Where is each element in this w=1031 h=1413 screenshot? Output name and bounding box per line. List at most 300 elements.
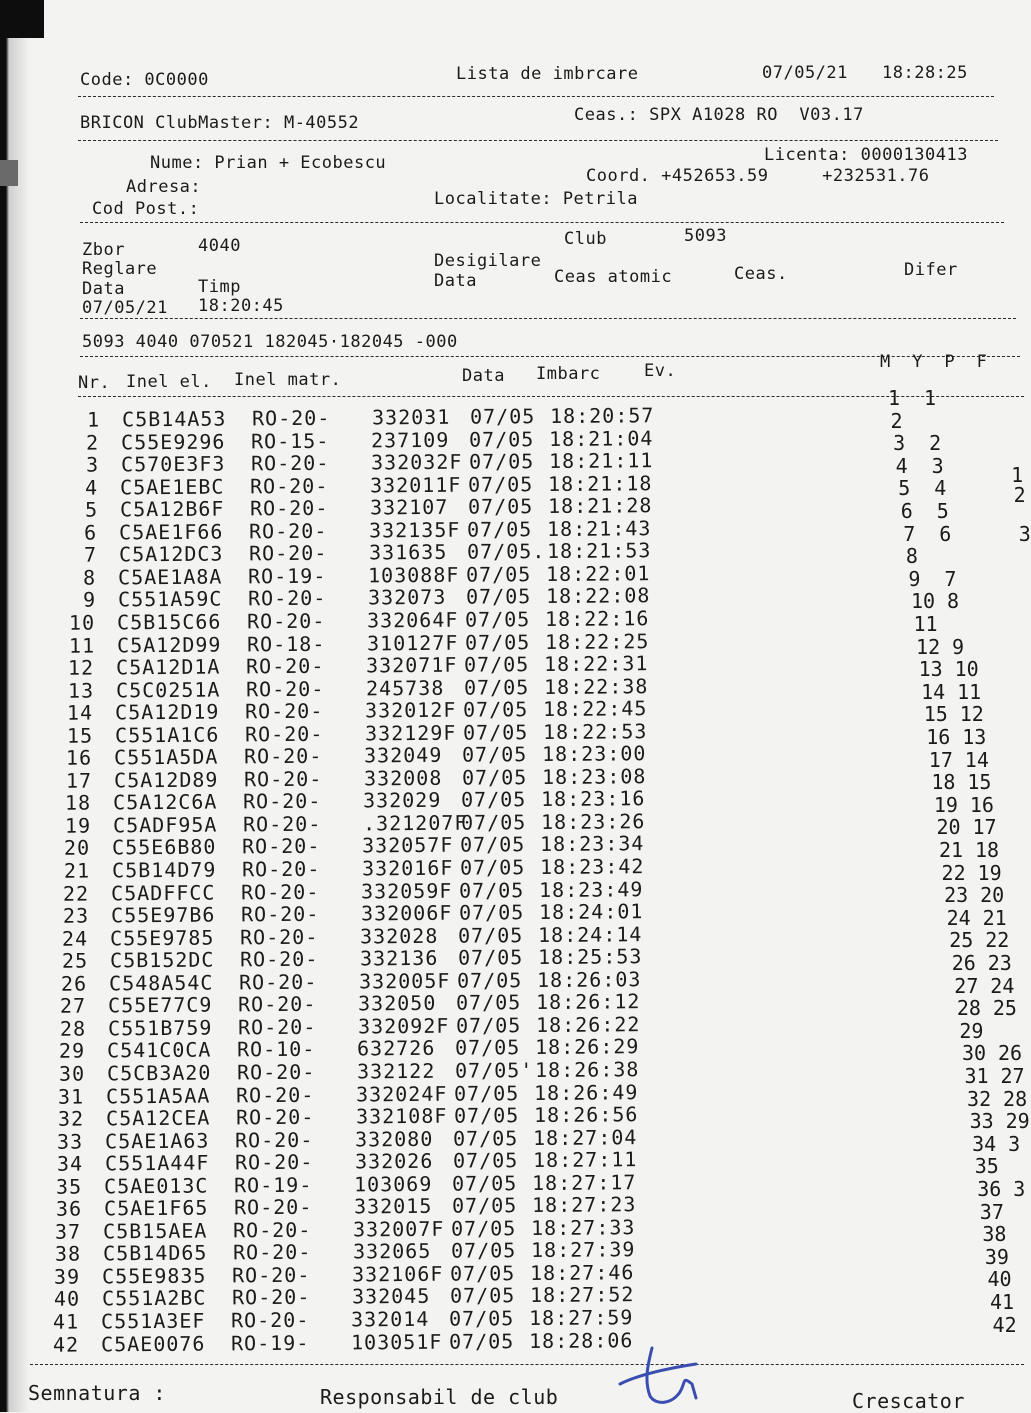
ring-electronic: C5AE1F66	[119, 519, 224, 545]
ring-number: 332050	[358, 991, 437, 1016]
setting-date: 07/05/21	[82, 298, 168, 318]
ring-series: RO-20-	[242, 834, 321, 859]
atomic-clock-label: Ceas atomic	[554, 267, 673, 287]
ring-electronic: C5A12D1A	[116, 654, 221, 680]
rank-y: 17	[972, 815, 997, 840]
ring-electronic: C551A1C6	[114, 722, 220, 748]
arrival-time: 18:27:59	[529, 1305, 634, 1331]
rank-m: 37	[979, 1199, 1004, 1224]
rank-m: 18	[931, 770, 956, 795]
ring-number: 332007F	[353, 1216, 445, 1242]
row-number: 23	[62, 903, 89, 928]
divider	[78, 396, 1024, 397]
row-number: 24	[61, 926, 89, 951]
ring-number: 332011F	[370, 472, 462, 498]
arrival-time: 18:23:34	[540, 831, 645, 857]
rank-y: 9	[952, 634, 965, 659]
ring-series: RO-20-	[236, 1082, 315, 1107]
ring-electronic: C5B15C66	[117, 609, 222, 635]
rank-m: 8	[905, 544, 918, 569]
ring-number: 332136	[359, 945, 438, 971]
time-label: Timp	[198, 277, 241, 297]
arrival-date: 07/05	[451, 1193, 518, 1218]
arrival-time: 18:21:11	[548, 448, 654, 474]
ring-electronic: C5A12C6A	[113, 789, 218, 815]
row-number: 20	[64, 835, 91, 861]
arrival-date: 07/05	[455, 1012, 522, 1038]
row-number: 35	[56, 1174, 83, 1199]
row-number: 27	[60, 993, 87, 1019]
arrival-time: 18:20:57	[549, 403, 655, 429]
ring-electronic: C551A44F	[104, 1150, 210, 1176]
row-number: 3	[85, 452, 100, 477]
rank-m: 30	[961, 1041, 987, 1066]
ring-series: RO-20-	[239, 946, 318, 972]
arrival-date: 07/05	[469, 404, 536, 429]
row-number: 5	[84, 497, 99, 522]
club-responsible-label: Responsabil de club	[320, 1385, 559, 1409]
ring-electronic: C5AE1A63	[105, 1128, 210, 1153]
row-number: 17	[65, 768, 92, 793]
arrival-time: 18:23:49	[539, 876, 644, 902]
arrival-date: 07/05	[468, 449, 535, 474]
ring-electronic: C5A12D89	[113, 767, 219, 793]
arrival-time: 18:23:08	[541, 764, 647, 789]
row-number: 18	[65, 790, 92, 816]
ring-electronic: C5B14A53	[122, 406, 227, 432]
arrival-date: 07/05	[459, 855, 525, 880]
row-number: 33	[57, 1129, 84, 1154]
row-number: 26	[60, 971, 88, 996]
rank-m: 19	[933, 792, 958, 817]
header-ring-matr: Inel matr.	[234, 370, 342, 390]
ring-number: 332028	[360, 923, 439, 949]
arrival-date: 07/05	[460, 810, 527, 835]
ring-series: RO-20-	[240, 901, 319, 927]
arrival-time: 18:27:52	[529, 1282, 635, 1308]
ring-series: RO-19-	[234, 1172, 313, 1198]
ring-electronic: C5B152DC	[109, 947, 215, 973]
rank-m: 25	[949, 928, 974, 953]
arrival-date: 07/05	[452, 1170, 518, 1196]
date-label-2: Data	[434, 271, 477, 291]
ring-electronic: C55E9785	[110, 925, 215, 951]
ring-electronic: C5B15AEA	[103, 1218, 208, 1244]
ring-number: 332092F	[357, 1013, 450, 1039]
owner-name: Nume: Prian + Ecobescu	[150, 153, 387, 173]
arrival-date: 07/05	[449, 1283, 516, 1309]
ring-series: RO-15-	[251, 428, 330, 453]
rank-f: 2	[1013, 482, 1026, 507]
rank-m: 28	[956, 996, 981, 1021]
rank-y: 13	[962, 725, 987, 749]
ring-number: 332073	[367, 585, 447, 610]
arrival-time: 18:24:01	[538, 899, 644, 925]
arrival-date: 07/05'	[454, 1057, 534, 1083]
ring-electronic: C551A3EF	[101, 1308, 206, 1334]
ring-electronic: C55E77C9	[108, 992, 213, 1018]
divider	[80, 356, 1020, 357]
arrival-time: 18:23:00	[542, 741, 647, 767]
arrival-time: 18:28:06	[528, 1327, 634, 1353]
row-number: 38	[54, 1241, 81, 1267]
ring-series: RO-20-	[246, 653, 325, 679]
header-ev: Ev.	[644, 361, 677, 381]
ring-number: 332107	[369, 494, 449, 520]
arrival-date: 07/05	[451, 1215, 517, 1241]
rank-y: 10	[954, 657, 979, 682]
arrival-time: 18:27:11	[532, 1147, 638, 1173]
rank-m: 33	[969, 1109, 994, 1134]
device-label: BRICON ClubMaster: M-40552	[80, 113, 360, 133]
rank-m: 11	[913, 612, 938, 636]
rank-y: 29	[1005, 1109, 1030, 1134]
ring-electronic: C55E9296	[121, 429, 226, 454]
scanner-corner-mark	[0, 0, 44, 38]
rank-y: 16	[969, 792, 994, 817]
ring-electronic: C5AE0076	[100, 1331, 206, 1356]
row-number: 39	[54, 1264, 81, 1289]
scanner-edge-mark	[0, 160, 18, 186]
row-number: 12	[68, 655, 95, 680]
rank-m: 36	[977, 1177, 1002, 1201]
arrival-time: 18:22:25	[544, 628, 650, 654]
ring-series: RO-20-	[231, 1285, 311, 1310]
ring-series: RO-20-	[249, 495, 329, 521]
header-imbarc: Imbarc	[536, 364, 601, 384]
row-number: 8	[83, 565, 97, 590]
arrival-time: 18:22:38	[543, 673, 649, 699]
rank-y: 19	[977, 860, 1002, 885]
arrival-time: 18:21:18	[548, 470, 653, 496]
ring-series: RO-20-	[232, 1262, 311, 1288]
rank-m: 14	[921, 679, 946, 704]
ring-series: RO-18-	[246, 631, 326, 656]
rank-y: 18	[975, 838, 1000, 862]
ring-number: 245738	[365, 675, 445, 701]
setting-label: Reglare	[82, 259, 158, 279]
address-label: Adresa:	[126, 177, 202, 197]
rank-f: 3	[1018, 522, 1031, 546]
rank-y: 5	[936, 499, 949, 523]
code-label: Code: 0C0000	[80, 70, 209, 90]
header-date: Data	[462, 366, 505, 386]
arrival-time: 18:27:23	[531, 1192, 637, 1218]
rank-m: 3	[893, 431, 906, 456]
ring-number: 332065	[352, 1239, 432, 1264]
breeder-label: Crescator	[852, 1389, 965, 1413]
ring-series: RO-20-	[250, 450, 330, 476]
ring-series: RO-20-	[244, 721, 324, 747]
ring-number: 332005F	[358, 968, 451, 994]
ring-number: 332014	[351, 1306, 430, 1332]
arrival-date: 07/05	[464, 629, 531, 655]
ring-series: RO-20-	[248, 541, 328, 566]
rank-m: 20	[936, 815, 961, 840]
ring-number: 332071F	[366, 652, 458, 678]
ring-number: 632726	[357, 1036, 436, 1061]
arrival-time: 18:26:56	[533, 1102, 639, 1128]
arrival-time: 18:26:29	[535, 1034, 640, 1060]
rank-y: 1	[924, 386, 937, 410]
header-ring-el: Inel el.	[126, 372, 212, 392]
ring-series: RO-20-	[241, 879, 320, 904]
row-number: 31	[58, 1084, 85, 1109]
ring-number: 332006F	[360, 900, 453, 926]
ring-number: 332057F	[362, 833, 454, 858]
ring-electronic: C551A5DA	[114, 744, 219, 770]
ring-number: 332064F	[367, 607, 459, 633]
ring-number: 332135F	[369, 517, 461, 543]
ring-series: RO-20-	[245, 676, 325, 701]
ring-number: 332045	[351, 1284, 431, 1309]
rank-y: 3	[931, 453, 944, 478]
divider	[78, 140, 998, 141]
ring-series: RO-20-	[232, 1240, 312, 1265]
rank-m: 38	[982, 1222, 1007, 1247]
arrival-time: 18:26:38	[534, 1057, 640, 1082]
row-number: 28	[59, 1016, 87, 1041]
divider	[80, 222, 1004, 223]
rank-m: 40	[987, 1267, 1012, 1292]
ring-series: RO-20-	[233, 1195, 313, 1220]
row-number: 37	[55, 1219, 82, 1244]
print-date: 07/05/21	[762, 63, 848, 83]
arrival-date: 07/05	[463, 674, 530, 700]
ring-electronic: C5AE1A8A	[118, 564, 223, 590]
ring-series: RO-20-	[249, 518, 328, 544]
flight-number: 4040	[198, 236, 241, 256]
ring-electronic: C541C0CA	[107, 1037, 212, 1063]
row-number: 6	[84, 520, 98, 545]
header-mypf: M Y P F	[880, 352, 988, 372]
rank-m: 34	[972, 1131, 997, 1156]
rank-y: 25	[992, 996, 1017, 1021]
arrival-date: 07/05	[467, 516, 533, 542]
divider	[80, 318, 1016, 319]
club-label: Club	[564, 229, 607, 249]
license-number: Licenta: 0000130413	[764, 145, 968, 165]
ring-number: 332024F	[356, 1081, 448, 1106]
print-time: 18:28:25	[882, 63, 968, 83]
row-number: 21	[63, 858, 90, 883]
rank-y: 14	[964, 747, 989, 772]
ring-series: RO-20-	[244, 744, 323, 769]
row-number: 16	[66, 745, 93, 771]
row-number: 11	[68, 633, 95, 658]
rank-m: 41	[990, 1290, 1015, 1314]
rank-y: 4	[934, 476, 947, 501]
rank-y: 11	[957, 679, 982, 704]
arrival-time: 18:23:26	[540, 809, 646, 834]
ring-electronic: C551A5AA	[106, 1083, 211, 1108]
arrival-time: 18:27:39	[530, 1237, 636, 1263]
rank-m: 39	[984, 1244, 1009, 1269]
ring-series: RO-20-	[237, 1014, 317, 1040]
arrival-time: 18:23:16	[541, 786, 646, 812]
rank-m: 42	[992, 1312, 1017, 1337]
row-number: 22	[62, 881, 90, 906]
unsealing-label: Desigilare	[434, 251, 542, 271]
rank-m: 23	[944, 883, 969, 908]
ring-series: RO-20-	[238, 969, 318, 995]
table-row	[66, 403, 786, 432]
arrival-date: 07/05	[449, 1306, 515, 1331]
clock-label: Ceas.: SPX A1028 RO V03.17	[574, 105, 864, 125]
ring-number: 332049	[364, 743, 443, 768]
ring-number: 332016F	[361, 855, 454, 881]
arrival-date: 07/05	[458, 922, 524, 948]
ring-number: 332122	[356, 1058, 436, 1084]
rank-y: 2	[929, 431, 942, 456]
rank-m: 4	[895, 453, 908, 478]
rank-y: 22	[985, 928, 1010, 953]
ring-number: 103088F	[368, 562, 460, 588]
difference-label: Difer	[904, 260, 958, 280]
ring-electronic: C55E9835	[102, 1263, 207, 1289]
ring-electronic: C5A12B6F	[119, 496, 225, 522]
arrival-time: 18:24:14	[538, 921, 643, 947]
ring-series: RO-20-	[234, 1149, 314, 1175]
row-number: 41	[53, 1309, 80, 1334]
ring-number: 332012F	[365, 697, 457, 723]
ring-series: RO-20-	[242, 811, 322, 837]
arrival-date: 07/05	[464, 652, 530, 677]
arrival-time: 18:21:53	[546, 538, 652, 564]
arrival-date: 07/05	[453, 1125, 519, 1151]
rank-y: 28	[1003, 1086, 1028, 1111]
ring-series: RO-20-	[245, 698, 324, 724]
arrival-date: 07/05	[459, 877, 525, 903]
arrival-date: 07/05	[452, 1148, 519, 1173]
rank-y: 26	[997, 1041, 1023, 1066]
arrival-date: 07/05	[461, 764, 528, 790]
ring-electronic: C5A12CEA	[105, 1105, 211, 1131]
rank-m: 26	[951, 951, 976, 975]
rank-m: 6	[900, 499, 913, 523]
rank-m: 2	[890, 408, 903, 433]
ring-electronic: C5AE013C	[104, 1173, 209, 1199]
rank-m: 15	[923, 702, 948, 727]
divider	[30, 1364, 1024, 1365]
ring-series: RO-20-	[251, 405, 331, 431]
rank-m: 16	[926, 725, 951, 749]
arrival-time: 18:27:33	[531, 1215, 636, 1240]
arrival-time: 18:26:03	[536, 966, 642, 992]
arrival-time: 18:26:49	[534, 1079, 639, 1105]
ring-electronic: C551A2BC	[101, 1286, 207, 1311]
ring-series: RO-20-	[247, 608, 326, 634]
ring-series: RO-20-	[238, 992, 317, 1017]
arrival-date: 07/05	[458, 900, 524, 925]
arrival-date: 07/05	[454, 1080, 520, 1106]
row-number: 10	[69, 610, 96, 635]
rank-y: 6	[939, 521, 952, 546]
rank-y: 27	[1000, 1064, 1025, 1088]
summary-line: 5093 4040 070521 182045·182045 -000	[82, 332, 458, 352]
ring-electronic: C5B14D79	[111, 857, 217, 883]
ring-series: RO-10-	[237, 1037, 316, 1062]
ring-electronic: C5AE1EBC	[120, 474, 225, 500]
row-number: 9	[82, 587, 97, 613]
header-nr: Nr.	[78, 373, 111, 393]
row-number: 29	[59, 1038, 86, 1064]
arrival-date: 07/05	[462, 742, 528, 767]
arrival-date: 07/05	[461, 787, 527, 812]
arrival-time: 18:22:31	[544, 651, 649, 677]
row-number: 30	[58, 1061, 86, 1086]
arrival-date: 07/05	[469, 426, 535, 452]
row-number: 36	[55, 1196, 82, 1222]
row-number: 19	[64, 813, 91, 838]
ring-number: 332032F	[370, 449, 463, 475]
arrival-date: 07/05	[450, 1261, 516, 1286]
ring-series: RO-20-	[240, 924, 319, 950]
ring-number: 332026	[354, 1148, 434, 1174]
row-number: 40	[53, 1286, 80, 1312]
arrival-time: 18:26:12	[536, 989, 641, 1015]
rank-m: 29	[959, 1018, 984, 1043]
arrival-time: 18:22:01	[546, 561, 651, 586]
ring-electronic: C55E97B6	[110, 902, 216, 928]
row-number: 2	[86, 430, 100, 455]
arrival-time: 18:22:08	[545, 583, 651, 609]
rank-m: 5	[898, 476, 911, 501]
arrival-date: 07/05	[456, 990, 522, 1015]
club-number: 5093	[684, 226, 727, 246]
rank-m: 21	[939, 838, 964, 862]
signature-label: Semnatura :	[28, 1381, 166, 1405]
arrival-date: 07/05	[450, 1238, 517, 1263]
ring-number: 332029	[363, 788, 442, 813]
ring-number: 237109	[371, 427, 450, 452]
arrival-time: 18:25:53	[537, 944, 643, 970]
ring-electronic: C551B759	[107, 1015, 213, 1041]
rank-y: 8	[946, 589, 959, 614]
divider	[78, 96, 994, 97]
arrival-time: 18:27:46	[530, 1260, 635, 1285]
arrival-time: 18:21:28	[547, 493, 653, 519]
clock-column-label: Ceas.	[734, 264, 788, 284]
arrival-time: 18:27:17	[532, 1169, 637, 1195]
row-number: 7	[83, 542, 98, 567]
row-number: 25	[61, 948, 88, 973]
rank-m: 27	[954, 973, 979, 998]
rank-m: 17	[928, 747, 953, 772]
ring-electronic: C5B14D65	[102, 1240, 208, 1266]
ring-series: RO-20-	[243, 766, 323, 792]
arrival-date: 07/05	[453, 1103, 520, 1128]
rank-f: 1	[1011, 463, 1024, 488]
ring-series: RO-19-	[230, 1330, 310, 1355]
row-number: 13	[67, 678, 94, 703]
arrival-time: 18:21:04	[549, 425, 654, 451]
ring-electronic: C5C0251A	[115, 677, 221, 702]
ring-electronic: C5A12D19	[115, 699, 220, 725]
arrival-time: 18:22:45	[543, 696, 648, 722]
ring-number: .321207F	[362, 810, 468, 836]
locality: Localitate: Petrila	[434, 189, 638, 209]
ring-series: RO-20-	[250, 473, 329, 499]
rank-m: 13	[918, 657, 943, 682]
arrival-time: 18:22:16	[545, 606, 650, 631]
arrival-date: 07/05	[460, 832, 526, 858]
rank-m: 24	[946, 905, 971, 930]
ring-series: RO-20-	[235, 1104, 315, 1130]
rank-y: 24	[990, 973, 1015, 998]
arrival-time: 18:26:22	[535, 1012, 641, 1037]
ring-number: 332008	[363, 765, 443, 791]
